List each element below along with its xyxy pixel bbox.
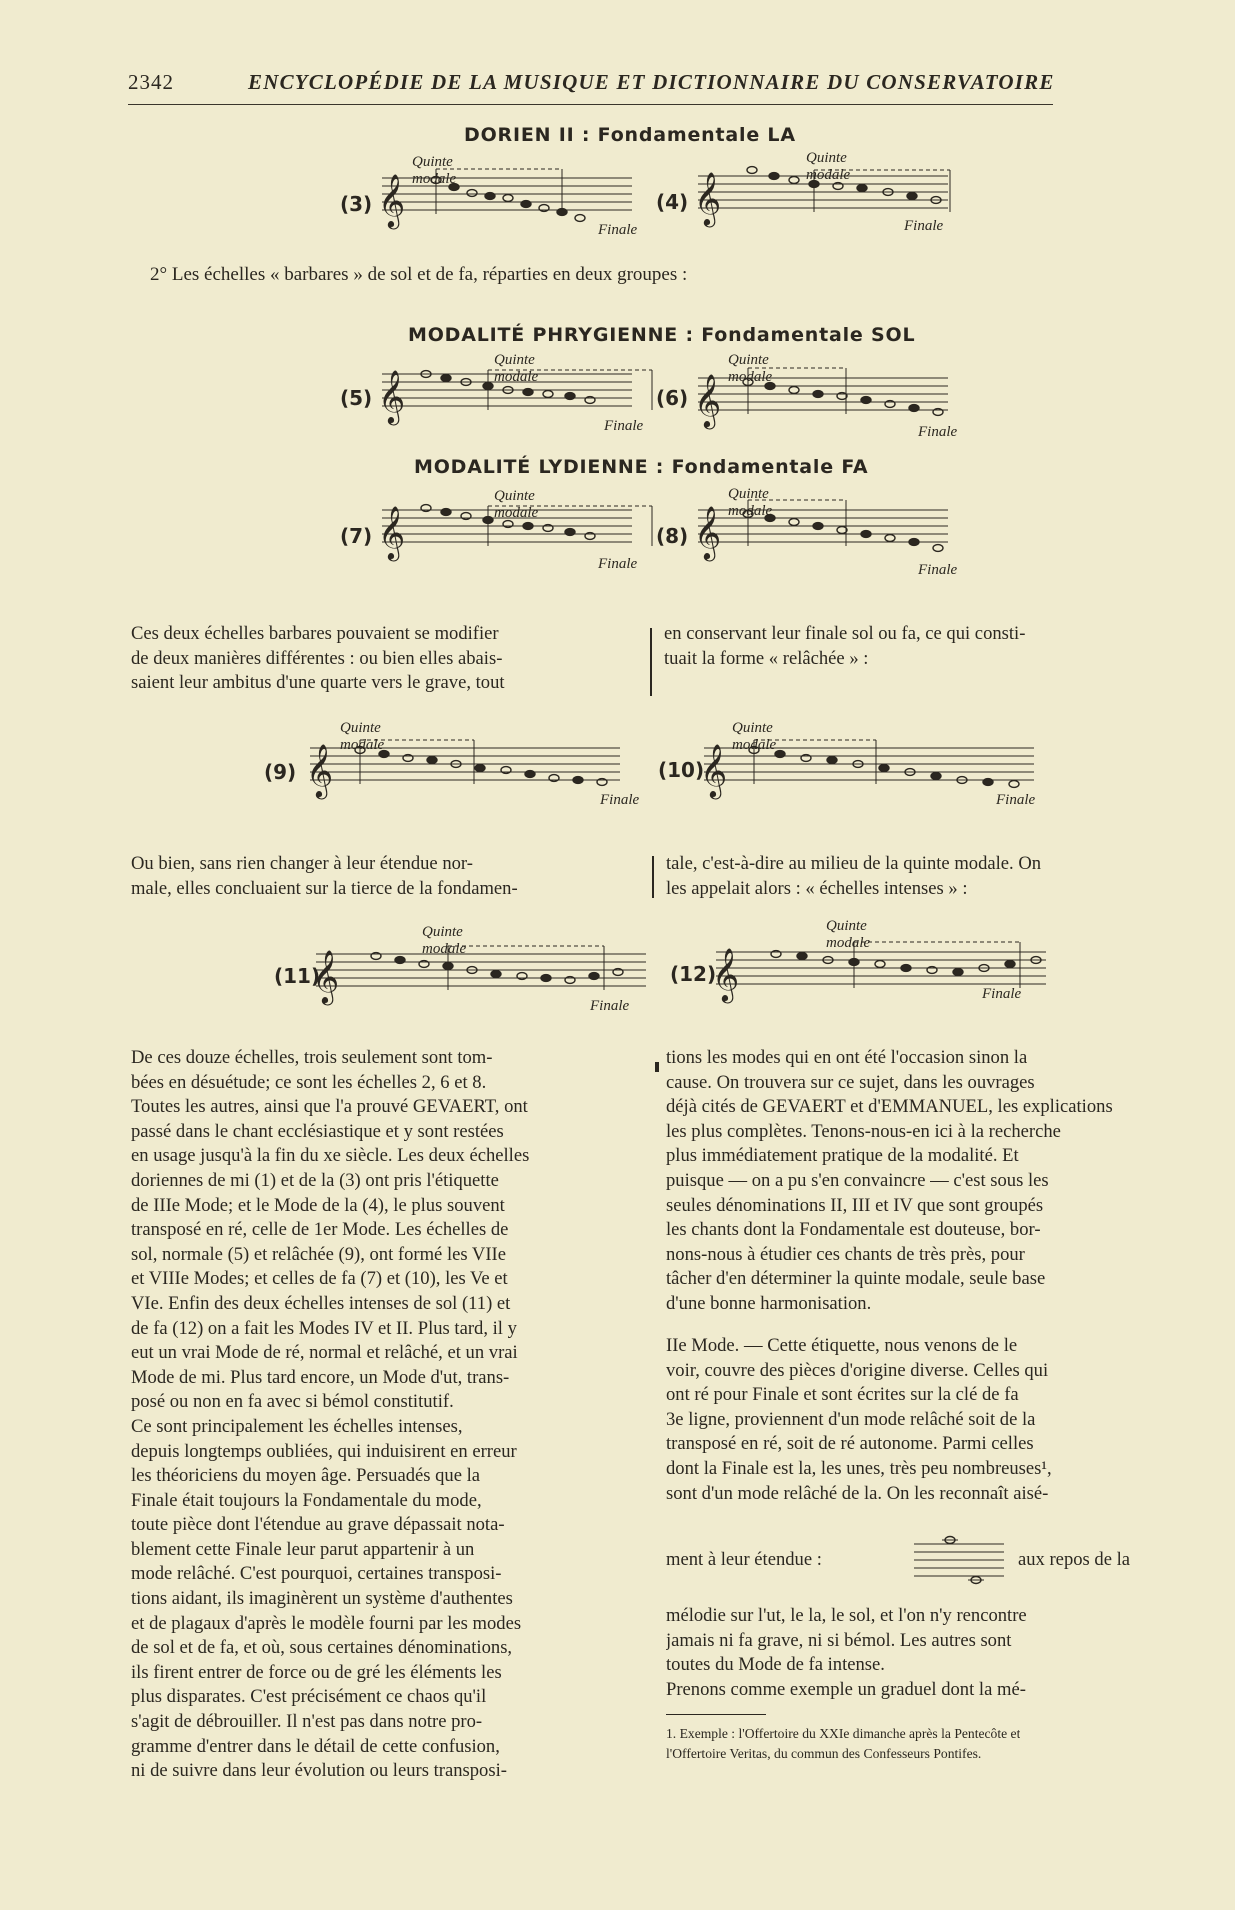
- inline-range-staff: [914, 1534, 1004, 1594]
- example-label: (11): [274, 964, 321, 988]
- note-head: [475, 765, 485, 772]
- text-line: tâcher d'en déterminer la quinte modale, seule base: [666, 1268, 1046, 1290]
- note-head: [485, 193, 495, 200]
- finale-label: Finale: [996, 792, 1036, 808]
- treble-clef-icon: 𝄞: [694, 505, 722, 559]
- text-line: sont d'un mode relâché de la. On les reconnaît aisé-: [666, 1482, 1049, 1504]
- text-line: seules dénominations II, III et IV que sont groupés: [666, 1194, 1044, 1216]
- text-line: transposé en ré, celle de 1er Mode. Les échelles de: [131, 1219, 509, 1241]
- section-title-dorien: DORIEN II : Fondamentale LA: [464, 124, 796, 146]
- text-line: bées en désuétude; ce sont les échelles 2, 6 et 8.: [131, 1071, 487, 1093]
- text-line: Ce sont principalement les échelles intenses,: [131, 1415, 463, 1437]
- example-label: (4): [656, 190, 689, 214]
- note-head: [521, 201, 531, 208]
- note-head: [543, 391, 553, 398]
- text-line: tuait la forme « relâchée » :: [664, 647, 869, 669]
- note-head: [909, 539, 919, 546]
- body-left-column: [131, 1046, 643, 1784]
- text-line: en usage jusqu'à la fin du xe siècle. Les deux échelles: [131, 1145, 530, 1167]
- treble-clef-icon: 𝄞: [378, 369, 406, 423]
- text-line: Toutes les autres, ainsi que l'a prouvé GEVAERT, ont: [131, 1096, 528, 1118]
- text-line: voir, couvre des pièces d'origine diverse. Celles qui: [666, 1359, 1049, 1381]
- text-line: plus disparates. C'est précisément ce chaos qu'il: [131, 1686, 487, 1708]
- column-rule: [652, 856, 654, 898]
- body-right-column-end: [666, 1604, 1178, 1702]
- page-number: 2342: [128, 70, 174, 94]
- treble-clef-icon: 𝄞: [306, 743, 334, 797]
- text-line: cause. On trouvera sur ce sujet, dans les ouvrages: [666, 1071, 1035, 1093]
- text-line: les plus complètes. Tenons-nous-en ici à la recherche: [666, 1120, 1061, 1142]
- page-header: [128, 70, 1053, 105]
- note-head: [589, 973, 599, 980]
- paragraph-a-right: [664, 622, 1172, 671]
- note-head: [575, 215, 585, 222]
- note-head: [395, 957, 405, 964]
- text-line: de IIIe Mode; et le Mode de la (4), le plus souvent: [131, 1194, 505, 1216]
- note-head: [541, 975, 551, 982]
- finale-label: Finale: [904, 218, 944, 234]
- note-head: [789, 519, 799, 526]
- note-head: [1005, 961, 1015, 968]
- treble-clef-icon: 𝄞: [700, 743, 728, 797]
- finale-label: Finale: [598, 556, 638, 572]
- text-line: Ces deux échelles barbares pouvaient se modifier: [131, 623, 499, 644]
- note-head: [523, 523, 533, 530]
- finale-label: Finale: [598, 222, 638, 238]
- quinte-modale-label: Quinte modale: [728, 352, 773, 385]
- note-head: [523, 389, 533, 396]
- text-line: et de plagaux d'après le modèle fourni par les modes: [131, 1612, 522, 1634]
- note-head: [813, 523, 823, 530]
- text-line: ni de suivre dans leur évolution ou leurs transposi-: [131, 1760, 507, 1782]
- text-line: Ou bien, sans rien changer à leur étendue nor-: [131, 853, 473, 874]
- text-line: en conservant leur finale sol ou fa, ce qui consti-: [664, 623, 1026, 644]
- text-line: tions aidant, ils imaginèrent un système d'authentes: [131, 1588, 513, 1610]
- column-rule: [650, 628, 652, 696]
- text-line: de sol et de fa, et où, sous certaines dénominations,: [131, 1637, 513, 1659]
- example-label: (7): [340, 524, 373, 548]
- note-head: [827, 757, 837, 764]
- treble-clef-icon: 𝄞: [312, 949, 340, 1003]
- text-line: saient leur ambitus d'une quarte vers le grave, tout: [131, 672, 505, 694]
- text-line: déjà cités de GEVAERT et d'EMMANUEL, les explications: [666, 1096, 1113, 1118]
- note-head: [857, 185, 867, 192]
- text-line: ont ré pour Finale et sont écrites sur la clé de fa: [666, 1384, 1019, 1406]
- note-head: [813, 391, 823, 398]
- note-head: [427, 757, 437, 764]
- text-line: depuis longtemps oubliées, qui induisirent en erreur: [131, 1440, 517, 1462]
- note-head: [769, 173, 779, 180]
- text-line: de deux manières différentes : ou bien elles abais-: [131, 647, 503, 669]
- text-line: 3e ligne, proviennent d'un mode relâché soit de la: [666, 1408, 1036, 1430]
- intro-line: 2° Les échelles « barbares » de sol et de fa, réparties en deux groupes :: [150, 264, 688, 285]
- quinte-modale-label: Quinte modale: [494, 488, 539, 521]
- text-line: toute pièce dont l'étendue au grave dépassait nota-: [131, 1514, 505, 1536]
- paragraph-a-left: [131, 622, 639, 696]
- text-line: et VIIIe Modes; et celles de fa (7) et (10), les Ve et: [131, 1268, 508, 1290]
- running-title: ENCYCLOPÉDIE DE LA MUSIQUE ET DICTIONNAIRE DU CONSERVATOIRE: [248, 70, 1055, 94]
- text-line: les appelait alors : « échelles intenses » :: [666, 877, 968, 899]
- text-line: Prenons comme exemple un graduel dont la mé-: [666, 1678, 1026, 1700]
- note-head: [789, 177, 799, 184]
- quinte-modale-label: Quinte modale: [806, 150, 851, 183]
- text-line: gramme d'entrer dans le détail de cette confusion,: [131, 1735, 500, 1757]
- note-head: [909, 405, 919, 412]
- text-line: eut un vrai Mode de ré, normal et relâché, et un vrai: [131, 1342, 518, 1364]
- text-line: blement cette Finale leur parut appartenir à un: [131, 1538, 475, 1560]
- footnote-rule: [666, 1714, 766, 1715]
- quinte-modale-label: Quinte modale: [494, 352, 539, 385]
- text-line: nons-nous à étudier ces chants de très près, pour: [666, 1243, 1025, 1265]
- note-head: [875, 961, 885, 968]
- quinte-modale-label: Quinte modale: [732, 720, 777, 753]
- text-line: male, elles concluaient sur la tierce de la fondamen-: [131, 877, 518, 899]
- text-line: de fa (12) on a fait les Modes IV et II. Plus tard, il y: [131, 1317, 517, 1339]
- quinte-modale-label: Quinte modale: [826, 918, 871, 951]
- text-line: s'agit de débrouiller. Il n'est pas dans notre pro-: [131, 1711, 483, 1733]
- note-head: [907, 193, 917, 200]
- text-line: les théoriciens du moyen âge. Persuadés que la: [131, 1465, 481, 1487]
- treble-clef-icon: 𝄞: [712, 947, 740, 1001]
- treble-clef-icon: 𝄞: [378, 173, 406, 227]
- note-head: [1009, 781, 1019, 788]
- column-mark: [655, 1062, 659, 1072]
- note-head: [861, 397, 871, 404]
- treble-clef-icon: 𝄞: [694, 373, 722, 427]
- section-title-lydienne: MODALITÉ LYDIENNE : Fondamentale FA: [414, 456, 869, 478]
- footnote-line: 1. Exemple : l'Offertoire du XXIe dimanche après la Pentecôte et: [666, 1726, 1021, 1741]
- example-label: (12): [670, 962, 717, 986]
- text-line: ils firent entrer de force ou de gré les éléments les: [131, 1661, 502, 1683]
- note-head: [931, 773, 941, 780]
- treble-clef-icon: 𝄞: [378, 505, 406, 559]
- text-line: VIe. Enfin des deux échelles intenses de sol (11) et: [131, 1292, 511, 1314]
- inline-text-before: ment à leur étendue :: [666, 1549, 822, 1570]
- text-line: doriennes de mi (1) et de la (3) ont pris l'étiquette: [131, 1169, 499, 1191]
- example-label: (10): [658, 758, 705, 782]
- body-right-column-top: [666, 1046, 1178, 1317]
- example-label: (9): [264, 760, 297, 784]
- text-line: Finale était toujours la Fondamentale du mode,: [131, 1489, 482, 1511]
- text-line: posé ou non en fa avec si bémol constitutif.: [131, 1391, 454, 1413]
- note-head: [565, 393, 575, 400]
- text-line: IIe Mode. — Cette étiquette, nous venons de le: [666, 1335, 1018, 1356]
- text-line: passé dans le chant ecclésiastique et y sont restées: [131, 1120, 504, 1142]
- note-head: [879, 765, 889, 772]
- quinte-modale-label: Quinte modale: [422, 924, 467, 957]
- footnote-line: l'Offertoire Veritas, du commun des Confesseurs Pontifes.: [666, 1746, 982, 1761]
- note-head: [901, 965, 911, 972]
- note-head: [797, 953, 807, 960]
- text-line: dont la Finale est la, les unes, très peu nombreuses¹,: [666, 1457, 1052, 1479]
- footnote: [666, 1724, 1020, 1764]
- note-head: [953, 969, 963, 976]
- finale-label: Finale: [600, 792, 640, 808]
- note-head: [775, 751, 785, 758]
- inline-text-after: aux repos de la: [1018, 1549, 1131, 1570]
- quinte-modale-label: Quinte modale: [728, 486, 773, 519]
- note-head: [503, 195, 513, 202]
- finale-label: Finale: [604, 418, 644, 434]
- example-label: (3): [340, 192, 373, 216]
- text-line: mode relâché. C'est pourquoi, certaines transposi-: [131, 1563, 502, 1585]
- finale-label: Finale: [918, 562, 958, 578]
- text-line: tale, c'est-à-dire au milieu de la quinte modale. On: [666, 853, 1042, 874]
- text-line: sol, normale (5) et relâchée (9), ont formé les VIIe: [131, 1243, 506, 1265]
- note-head: [983, 779, 993, 786]
- note-head: [861, 531, 871, 538]
- quinte-modale-label: Quinte modale: [340, 720, 385, 753]
- inline-staff-line: [666, 1548, 1178, 1573]
- text-line: toutes du Mode de fa intense.: [666, 1654, 885, 1676]
- note-head: [789, 387, 799, 394]
- treble-clef-icon: 𝄞: [694, 171, 722, 225]
- section-title-phrygienne: MODALITÉ PHRYGIENNE : Fondamentale SOL: [408, 324, 916, 346]
- example-label: (8): [656, 524, 689, 548]
- quinte-modale-label: Quinte modale: [412, 154, 457, 187]
- body-right-column-mode: [666, 1334, 1178, 1506]
- text-line: tions les modes qui en ont été l'occasion sinon la: [666, 1047, 1028, 1068]
- paragraph-b-right: [666, 852, 1174, 901]
- text-line: plus immédiatement pratique de la modalité. Et: [666, 1145, 1019, 1167]
- text-line: Mode de mi. Plus tard encore, un Mode d'ut, trans-: [131, 1366, 510, 1388]
- paragraph-b-left: [131, 852, 639, 901]
- finale-label: Finale: [590, 998, 630, 1014]
- text-line: mélodie sur l'ut, le la, le sol, et l'on n'y rencontre: [666, 1605, 1027, 1626]
- note-head: [491, 971, 501, 978]
- text-line: puisque — on a pu s'en convaincre — c'est sous les: [666, 1169, 1049, 1191]
- note-head: [441, 509, 451, 516]
- finale-label: Finale: [982, 986, 1022, 1002]
- text-line: transposé en ré, soit de ré autonome. Parmi celles: [666, 1433, 1034, 1455]
- note-head: [525, 771, 535, 778]
- note-head: [885, 535, 895, 542]
- text-line: les chants dont la Fondamentale est douteuse, bor-: [666, 1219, 1041, 1241]
- note-head: [441, 375, 451, 382]
- text-line: d'une bonne harmonisation.: [666, 1292, 872, 1314]
- note-head: [933, 545, 943, 552]
- example-label: (6): [656, 386, 689, 410]
- text-line: De ces douze échelles, trois seulement sont tom-: [131, 1047, 493, 1068]
- finale-label: Finale: [918, 424, 958, 440]
- text-line: jamais ni fa grave, ni si bémol. Les autres sont: [666, 1629, 1012, 1651]
- note-head: [565, 529, 575, 536]
- note-head: [467, 190, 477, 197]
- note-head: [747, 167, 757, 174]
- example-label: (5): [340, 386, 373, 410]
- note-head: [573, 777, 583, 784]
